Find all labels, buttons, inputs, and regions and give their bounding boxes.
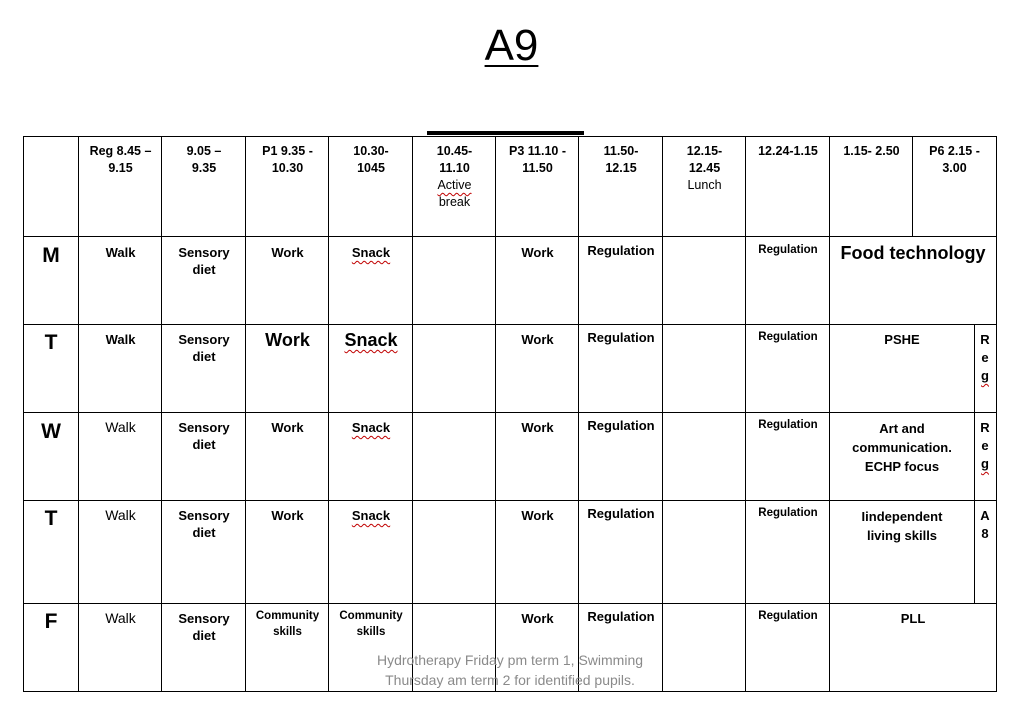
cell-snack: [329, 419, 413, 436]
cell-text: skills: [356, 626, 386, 638]
header-text: 12.15-: [686, 144, 723, 158]
grid-line: [23, 324, 997, 325]
cell-afternoon: [830, 507, 974, 545]
header-cell-1030: [329, 143, 413, 177]
grid-line: [161, 136, 162, 692]
cell-text: e: [981, 350, 989, 365]
cell-p3: Work: [521, 420, 554, 435]
cell-text: Community: [339, 610, 403, 622]
cell-text: e: [981, 438, 989, 453]
header-cell-active-break: [413, 143, 496, 211]
header-text: 12.24-1.15: [758, 144, 818, 158]
grid-line: [996, 136, 997, 692]
header-text: 1.15- 2.50: [843, 144, 900, 158]
cell-text: Sensory: [178, 332, 230, 347]
header-text: Reg 8.45 –: [89, 144, 152, 158]
cell-text: Snack: [351, 508, 391, 523]
cell-text: g: [981, 456, 989, 471]
grid-line: [23, 603, 997, 604]
header-cell-115: [830, 143, 913, 160]
cell-regulation: Regulation: [587, 418, 655, 433]
grid-line: [23, 136, 997, 137]
header-cell-p6: [913, 143, 996, 177]
header-text: 3.00: [942, 161, 967, 175]
day-label-wednesday: W: [41, 420, 61, 443]
cell-regulation: Regulation: [587, 506, 655, 521]
cell-text: Art and: [879, 421, 925, 436]
cell-text: Sensory: [178, 420, 230, 435]
cell-text: diet: [192, 628, 216, 643]
cell-p1: Work: [271, 420, 304, 435]
cell-afternoon: PLL: [900, 611, 926, 626]
cell-text: diet: [192, 437, 216, 452]
header-cell-lunch: [663, 143, 746, 194]
cell-last-period: [974, 331, 996, 385]
grid-line: [23, 412, 997, 413]
cell-p1: [246, 608, 329, 640]
cell-walk: Walk: [105, 610, 136, 626]
cell-text: Community: [255, 610, 320, 622]
cell-regulation: Regulation: [587, 609, 655, 624]
cell-walk: Walk: [105, 245, 136, 260]
cell-text: diet: [192, 525, 216, 540]
cell-sensory: [162, 331, 246, 365]
cell-p3: Work: [521, 332, 554, 347]
header-cell-1224: [746, 143, 830, 160]
cell-text: g: [981, 368, 989, 383]
grid-line: [23, 691, 997, 692]
header-text: 11.50: [522, 161, 553, 175]
header-text: break: [438, 195, 471, 209]
day-label-friday: F: [44, 610, 58, 633]
cell-afternoon: PSHE: [884, 332, 920, 347]
grid-line: [23, 236, 997, 237]
header-text: 11.10: [439, 161, 470, 175]
header-accent-bar: [427, 131, 584, 135]
cell-text: Snack: [344, 330, 398, 350]
footnote: [330, 650, 690, 690]
cell-regulation: Regulation: [758, 244, 818, 256]
header-text: Active: [437, 178, 472, 192]
cell-text: ECHP focus: [864, 459, 940, 474]
cell-text: diet: [192, 349, 216, 364]
cell-regulation: Regulation: [587, 330, 655, 345]
cell-text: A: [980, 508, 990, 523]
header-text: P3 11.10 -: [509, 144, 566, 158]
header-text: 9.15: [108, 161, 133, 175]
cell-afternoon: [830, 419, 974, 476]
cell-text: 8: [981, 526, 989, 541]
cell-text: diet: [192, 262, 216, 277]
cell-p3: Work: [521, 508, 554, 523]
cell-last-period: [974, 507, 996, 543]
grid-line: [495, 136, 496, 692]
header-text: P1 9.35 -: [262, 144, 313, 158]
cell-text: communication.: [852, 440, 952, 455]
day-label-monday: M: [42, 244, 60, 267]
cell-regulation: Regulation: [758, 419, 818, 431]
day-label-tuesday: T: [44, 331, 58, 354]
cell-afternoon: Food technology: [840, 243, 986, 263]
cell-text: Snack: [351, 420, 391, 435]
cell-text: skills: [273, 626, 302, 638]
cell-text: R: [980, 420, 990, 435]
header-text: 10.30-: [353, 144, 389, 158]
cell-text: living skills: [866, 528, 938, 543]
cell-regulation: Regulation: [587, 243, 655, 258]
footnote-line: Hydrotherapy Friday pm term 1, Swimming: [376, 652, 644, 668]
cell-snack: [329, 608, 413, 640]
header-cell-p3: [496, 143, 579, 177]
header-cell-905: [162, 143, 246, 177]
header-text: 12.15: [605, 161, 637, 175]
cell-regulation: Regulation: [758, 610, 818, 622]
header-text: Lunch: [687, 178, 722, 192]
cell-text: Sensory: [178, 245, 230, 260]
day-label-thursday: T: [44, 507, 58, 530]
cell-text: Snack: [351, 245, 391, 260]
cell-regulation: Regulation: [758, 507, 818, 519]
cell-snack: [329, 507, 413, 524]
cell-snack: [329, 332, 413, 349]
header-cell-reg: [79, 143, 162, 177]
cell-snack: [329, 244, 413, 261]
header-text: 12.45: [688, 161, 721, 175]
cell-text: Iindependent: [861, 509, 943, 524]
header-text: 1045: [357, 161, 385, 175]
cell-sensory: [162, 244, 246, 278]
grid-line: [23, 500, 997, 501]
cell-p1: Work: [271, 245, 304, 260]
page-title: A9: [484, 21, 539, 70]
cell-last-period: [974, 419, 996, 473]
cell-p3: Work: [521, 245, 554, 260]
timetable-grid: [23, 136, 997, 692]
header-text: 11.50-: [603, 144, 639, 158]
header-text: 9.05 –: [186, 144, 222, 158]
cell-text: Sensory: [178, 508, 230, 523]
header-text: 10.45-: [436, 144, 473, 158]
cell-regulation: Regulation: [758, 331, 818, 343]
cell-sensory: [162, 507, 246, 541]
header-text: P6 2.15 -: [929, 144, 980, 158]
cell-sensory: [162, 419, 246, 453]
header-text: 9.35: [191, 161, 217, 175]
cell-sensory: [162, 610, 246, 644]
header-text: 10.30: [271, 161, 304, 175]
header-cell-p1: [246, 143, 329, 177]
cell-p1: Work: [265, 330, 310, 350]
cell-walk: Walk: [105, 419, 136, 435]
cell-text: R: [980, 332, 990, 347]
cell-walk: Walk: [105, 507, 136, 523]
footnote-line: Thursday am term 2 for identified pupils.: [385, 672, 635, 688]
cell-p1: Work: [271, 508, 304, 523]
header-cell-1150: [579, 143, 663, 177]
cell-text: Sensory: [178, 611, 230, 626]
cell-walk: Walk: [105, 332, 136, 347]
cell-p3: Work: [521, 611, 554, 626]
